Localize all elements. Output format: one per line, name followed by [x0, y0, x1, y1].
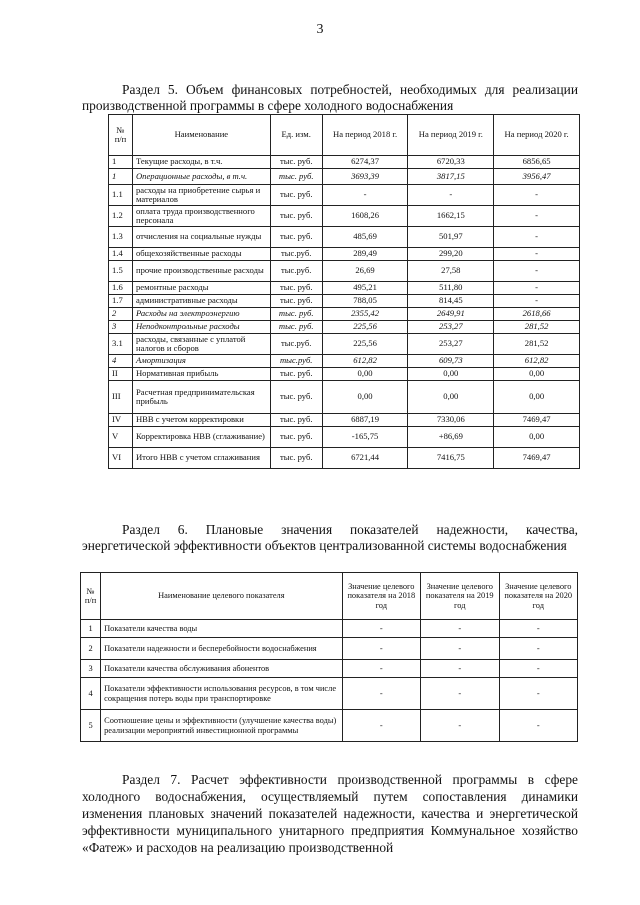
value-2020: -: [494, 248, 580, 261]
row-num: 1: [109, 169, 133, 185]
row-name: Соотношение цены и эффективности (улучшение качества воды) реализации мероприятий инвестиционной программы: [101, 710, 342, 742]
row-unit: тыс. руб.: [270, 427, 322, 448]
value-2018: 788,05: [322, 295, 408, 308]
table-row: [109, 368, 580, 381]
value-2018: -: [342, 638, 420, 660]
value-2019: 253,27: [408, 321, 494, 334]
value-2019: 501,97: [408, 227, 494, 248]
section6-heading: [82, 522, 578, 554]
table-row: [109, 355, 580, 368]
section5-table: [108, 114, 580, 469]
table-row: [109, 156, 580, 169]
value-2020: 2618,66: [494, 308, 580, 321]
row-num: II: [109, 368, 133, 381]
row-num: 1.2: [109, 206, 133, 227]
row-name: Текущие расходы, в т.ч.: [132, 156, 270, 169]
value-2020: 612,82: [494, 355, 580, 368]
row-num: 1.4: [109, 248, 133, 261]
section7-heading: [82, 771, 578, 856]
row-unit: тыс. руб.: [270, 185, 322, 206]
row-num: 1: [109, 156, 133, 169]
col-num-header: № п/п: [109, 115, 133, 156]
row-name: Итого НВВ с учетом сглаживания: [132, 448, 270, 469]
table-row: [109, 169, 580, 185]
value-2018: -: [342, 710, 420, 742]
value-2019: -: [408, 185, 494, 206]
table-row: [109, 206, 580, 227]
value-2019: -: [421, 678, 499, 710]
row-name: Нормативная прибыль: [132, 368, 270, 381]
table-row: [109, 308, 580, 321]
value-2019: 0,00: [408, 368, 494, 381]
section5-heading: [82, 82, 578, 114]
value-2020: -: [494, 295, 580, 308]
value-2018: 26,69: [322, 261, 408, 282]
row-name: отчисления на социальные нужды: [132, 227, 270, 248]
table-row: [109, 261, 580, 282]
value-2018: -: [342, 678, 420, 710]
row-name: Расчетная предпринимательская прибыль: [132, 381, 270, 414]
value-2019: 0,00: [408, 381, 494, 414]
row-num: 1.3: [109, 227, 133, 248]
row-num: IV: [109, 414, 133, 427]
table-row: [109, 427, 580, 448]
row-unit: тыс. руб.: [270, 295, 322, 308]
row-name: Неподконтрольные расходы: [132, 321, 270, 334]
row-num: 3: [81, 660, 101, 678]
table-row: [109, 248, 580, 261]
row-unit: тыс.руб.: [270, 261, 322, 282]
row-name: Показатели качества обслуживания абонентов: [101, 660, 342, 678]
row-unit: тыс. руб.: [270, 227, 322, 248]
col-2019-header: Значение целевого показателя на 2019 год: [421, 573, 499, 620]
row-name: Корректировка НВВ (сглаживание): [132, 427, 270, 448]
row-unit: тыс.руб.: [270, 355, 322, 368]
row-unit: тыс.руб.: [270, 334, 322, 355]
col-2019-header: На период 2019 г.: [408, 115, 494, 156]
value-2018: 6887,19: [322, 414, 408, 427]
section5-header-row: [109, 115, 580, 156]
table-row: [109, 282, 580, 295]
col-name-header: Наименование: [132, 115, 270, 156]
table-row: [109, 414, 580, 427]
table-row: [81, 620, 578, 638]
value-2018: 485,69: [322, 227, 408, 248]
row-name: расходы на приобретение сырья и материалов: [132, 185, 270, 206]
col-num-header: № п/п: [81, 573, 101, 620]
section6-table: [80, 572, 578, 742]
col-name-header: Наименование целевого показателя: [101, 573, 342, 620]
table-row: [109, 381, 580, 414]
section6-title: Раздел 6. Плановые значения показателей надежности, качества, энергетической эффективности объектов централизованной системы водоснабжения: [82, 522, 578, 553]
value-2019: 3817,15: [408, 169, 494, 185]
value-2019: -: [421, 620, 499, 638]
table-row: [81, 638, 578, 660]
row-num: 3.1: [109, 334, 133, 355]
row-unit: тыс. руб.: [270, 156, 322, 169]
value-2020: -: [499, 660, 578, 678]
page-number: 3: [316, 22, 324, 37]
col-2018-header: На период 2018 г.: [322, 115, 408, 156]
value-2020: -: [499, 638, 578, 660]
value-2020: 7469,47: [494, 448, 580, 469]
row-num: 4: [81, 678, 101, 710]
section6-header-row: [81, 573, 578, 620]
value-2019: 27,58: [408, 261, 494, 282]
value-2018: 225,56: [322, 321, 408, 334]
table-row: [81, 678, 578, 710]
value-2019: 609,73: [408, 355, 494, 368]
row-num: III: [109, 381, 133, 414]
col-2020-header: Значение целевого показателя на 2020 год: [499, 573, 578, 620]
row-unit: тыс. руб.: [270, 169, 322, 185]
row-num: 1.1: [109, 185, 133, 206]
value-2020: -: [499, 710, 578, 742]
row-name: Расходы на электроэнергию: [132, 308, 270, 321]
col-2018-header: Значение целевого показателя на 2018 год: [342, 573, 420, 620]
value-2020: 281,52: [494, 334, 580, 355]
row-num: 1.7: [109, 295, 133, 308]
row-num: 1: [81, 620, 101, 638]
row-unit: тыс. руб.: [270, 414, 322, 427]
value-2018: 495,21: [322, 282, 408, 295]
value-2018: 2355,42: [322, 308, 408, 321]
col-unit-header: Ед. изм.: [270, 115, 322, 156]
value-2019: 1662,15: [408, 206, 494, 227]
table-row: [109, 334, 580, 355]
value-2020: -: [499, 620, 578, 638]
value-2018: 3693,39: [322, 169, 408, 185]
value-2018: 225,56: [322, 334, 408, 355]
value-2019: 7330,06: [408, 414, 494, 427]
row-num: 3: [109, 321, 133, 334]
row-num: VI: [109, 448, 133, 469]
value-2018: -: [342, 660, 420, 678]
section5-title: Раздел 5. Объем финансовых потребностей, необходимых для реализации производственной программы в сфере холодного водоснабжения: [82, 82, 578, 113]
value-2020: 0,00: [494, 427, 580, 448]
value-2019: 299,20: [408, 248, 494, 261]
value-2020: 6856,65: [494, 156, 580, 169]
value-2018: 6274,37: [322, 156, 408, 169]
value-2019: 253,27: [408, 334, 494, 355]
row-name: расходы, связанные с уплатой налогов и сборов: [132, 334, 270, 355]
value-2020: 0,00: [494, 368, 580, 381]
value-2018: -: [342, 620, 420, 638]
value-2019: 511,80: [408, 282, 494, 295]
value-2019: 814,45: [408, 295, 494, 308]
row-name: ремонтные расходы: [132, 282, 270, 295]
value-2018: 612,82: [322, 355, 408, 368]
row-name: административные расходы: [132, 295, 270, 308]
value-2018: -165,75: [322, 427, 408, 448]
row-unit: тыс. руб.: [270, 308, 322, 321]
row-num: V: [109, 427, 133, 448]
value-2020: -: [499, 678, 578, 710]
value-2019: 2649,91: [408, 308, 494, 321]
row-unit: тыс.руб.: [270, 248, 322, 261]
value-2020: -: [494, 185, 580, 206]
col-2020-header: На период 2020 г.: [494, 115, 580, 156]
row-name: Показатели надежности и бесперебойности водоснабжения: [101, 638, 342, 660]
row-name: Показатели качества воды: [101, 620, 342, 638]
row-unit: тыс. руб.: [270, 321, 322, 334]
value-2019: +86,69: [408, 427, 494, 448]
value-2019: -: [421, 638, 499, 660]
table-row: [81, 660, 578, 678]
value-2020: 7469,47: [494, 414, 580, 427]
value-2020: -: [494, 261, 580, 282]
row-name: НВВ с учетом корректировки: [132, 414, 270, 427]
row-unit: тыс. руб.: [270, 282, 322, 295]
row-name: Показатели эффективности использования ресурсов, в том числе сокращения потерь воды при транспортировке: [101, 678, 342, 710]
value-2020: -: [494, 282, 580, 295]
row-name: общехозяйственные расходы: [132, 248, 270, 261]
row-num: 1.5: [109, 261, 133, 282]
row-name: прочие производственные расходы: [132, 261, 270, 282]
value-2018: 6721,44: [322, 448, 408, 469]
table-row: [109, 448, 580, 469]
value-2019: -: [421, 660, 499, 678]
table-row: [109, 185, 580, 206]
value-2018: 1608,26: [322, 206, 408, 227]
value-2020: -: [494, 206, 580, 227]
value-2018: 0,00: [322, 381, 408, 414]
row-unit: тыс. руб.: [270, 206, 322, 227]
value-2018: 289,49: [322, 248, 408, 261]
row-num: 1.6: [109, 282, 133, 295]
row-unit: тыс. руб.: [270, 381, 322, 414]
row-num: 2: [109, 308, 133, 321]
value-2019: 6720,33: [408, 156, 494, 169]
value-2020: 281,52: [494, 321, 580, 334]
row-num: 5: [81, 710, 101, 742]
section7-text: Раздел 7. Расчет эффективности производственной программы в сфере холодного водоснабжения, осуществляемый путем сопоставления динамики изменения плановых значений показателей надежности, качества и энергетической эффективности муниципального унитарного предприятия Коммунальное хозяйство «Фатеж» и расходов на реализацию производственной: [82, 772, 578, 855]
table-row: [109, 227, 580, 248]
value-2020: -: [494, 227, 580, 248]
table-row: [109, 321, 580, 334]
value-2018: -: [322, 185, 408, 206]
value-2018: 0,00: [322, 368, 408, 381]
value-2020: 0,00: [494, 381, 580, 414]
row-num: 2: [81, 638, 101, 660]
row-num: 4: [109, 355, 133, 368]
row-name: Операционные расходы, в т.ч.: [132, 169, 270, 185]
row-unit: тыс. руб.: [270, 368, 322, 381]
table-row: [109, 295, 580, 308]
row-name: оплата труда производственного персонала: [132, 206, 270, 227]
value-2020: 3956,47: [494, 169, 580, 185]
row-unit: тыс. руб.: [270, 448, 322, 469]
row-name: Амортизация: [132, 355, 270, 368]
value-2019: -: [421, 710, 499, 742]
value-2019: 7416,75: [408, 448, 494, 469]
table-row: [81, 710, 578, 742]
